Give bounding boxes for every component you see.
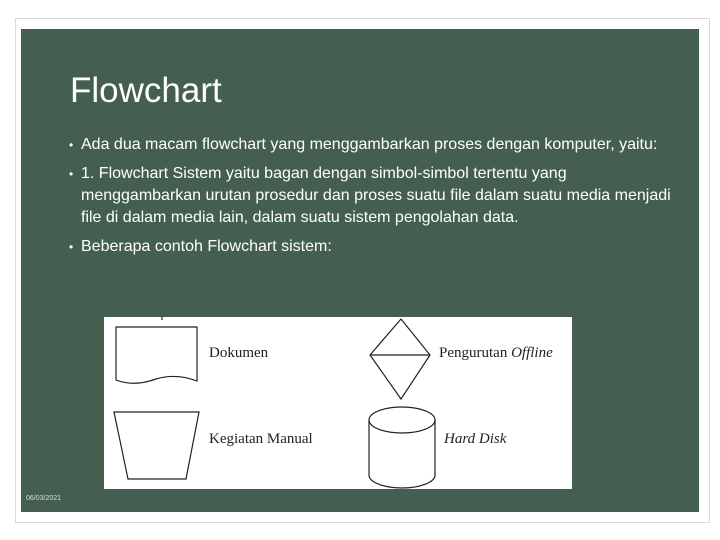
label-pengurutan-offline: Pengurutan Offline (439, 345, 553, 361)
slide-title: Flowchart (70, 71, 222, 110)
label-dokumen: Dokumen (209, 345, 269, 361)
hard-disk-symbol-icon (369, 407, 435, 488)
flowchart-symbols-figure (104, 317, 572, 489)
bullet-item: • Beberapa contoh Flowchart sistem: (69, 236, 679, 258)
label-kegiatan-manual: Kegiatan Manual (209, 431, 313, 447)
slide (21, 29, 699, 512)
slide-date: 06/03/2021 (26, 495, 62, 502)
bullet-list (69, 134, 679, 265)
offline-sort-symbol-icon (370, 319, 430, 399)
manual-operation-symbol-icon (114, 412, 199, 479)
document-symbol-icon (116, 327, 197, 383)
bullet-item: • Ada dua macam flowchart yang menggambarkan proses dengan komputer, yaitu: (69, 134, 679, 156)
bullet-item: • 1. Flowchart Sistem yaitu bagan dengan simbol-simbol tertentu yang menggambarkan urutan prosedur dan proses suatu file dalam suatu media menjadi file di dalam media lain, dalam suatu sistem pengolahan data. (69, 163, 679, 229)
flowchart-symbols-svg (104, 317, 572, 489)
label-hard-disk: Hard Disk (444, 431, 507, 447)
